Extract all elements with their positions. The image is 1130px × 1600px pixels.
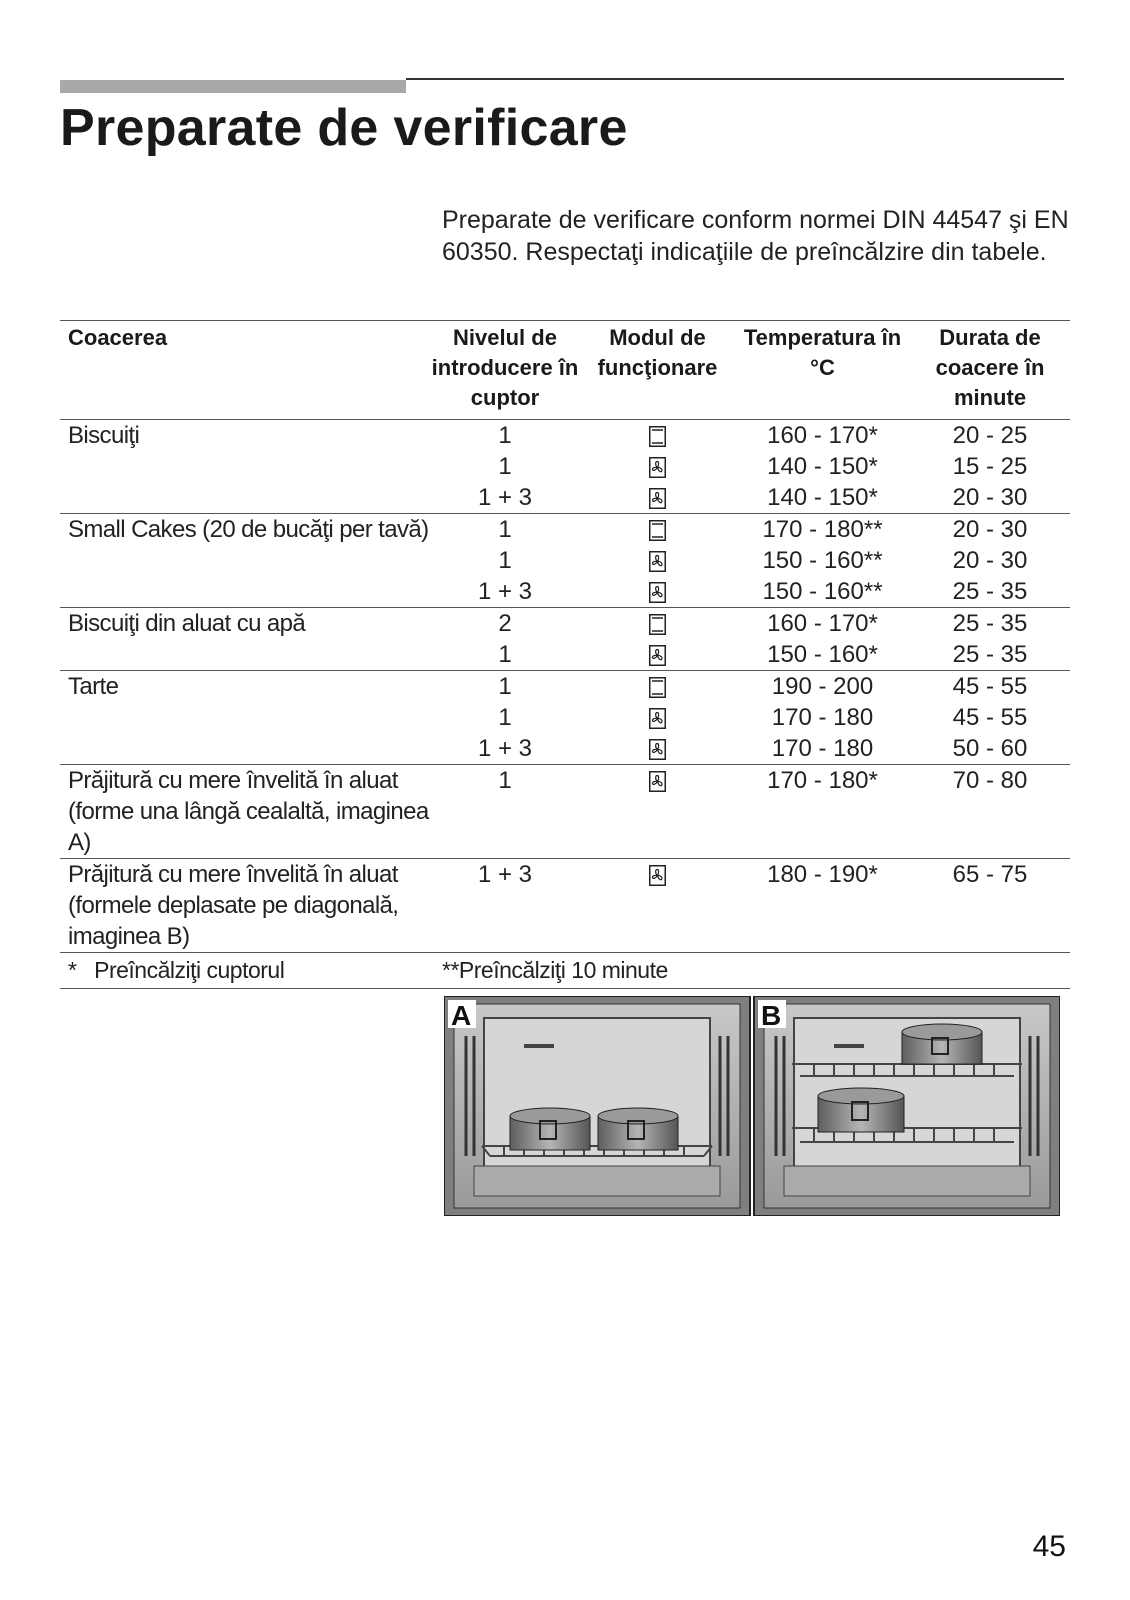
level-value: 1 <box>498 767 512 794</box>
level-cell <box>430 514 580 608</box>
temperature-value: 190 - 200 <box>771 673 874 700</box>
hot-air-icon <box>649 549 666 570</box>
table-row <box>60 765 1070 859</box>
dish-name: Tarte <box>60 671 430 765</box>
hot-air-icon <box>649 769 666 790</box>
temperature-value: 170 - 180** <box>762 516 883 543</box>
temperature-cell <box>735 765 910 859</box>
level-value: 1 <box>498 673 512 700</box>
dish-name: Prăjitură cu mere învelită în aluat (forme una lângă cealaltă, imaginea A) <box>60 765 430 859</box>
header-rule <box>406 78 1064 80</box>
hot-air-icon <box>649 737 666 758</box>
temperature-value: 140 - 150* <box>767 453 878 480</box>
level-value: 2 <box>498 610 512 637</box>
baking-table <box>60 320 1070 989</box>
header-baking: Coacerea <box>60 321 430 420</box>
temperature-value: 170 - 180 <box>771 704 874 731</box>
duration-value: 50 - 60 <box>952 735 1028 762</box>
level-value: 1 + 3 <box>477 735 533 762</box>
temperature-cell <box>735 514 910 608</box>
mode-cell <box>580 608 735 671</box>
temperature-cell <box>735 859 910 953</box>
cake-pan-b-top <box>902 1024 982 1064</box>
mode-cell <box>580 765 735 859</box>
footnote-preheat-10min: **Preîncălziţi 10 minute <box>430 953 1070 989</box>
duration-value: 20 - 30 <box>952 516 1028 543</box>
level-cell <box>430 420 580 514</box>
duration-value: 25 - 35 <box>952 578 1028 605</box>
level-value: 1 + 3 <box>477 861 533 888</box>
top-bottom-heat-icon <box>649 518 666 539</box>
table-row <box>60 608 1070 671</box>
temperature-value: 150 - 160** <box>762 578 883 605</box>
mode-cell <box>580 671 735 765</box>
oven-illustration <box>444 996 1060 1216</box>
hot-air-icon <box>649 486 666 507</box>
oven-panel-b <box>754 996 1060 1216</box>
level-cell <box>430 608 580 671</box>
hot-air-icon <box>649 706 666 727</box>
duration-value: 45 - 55 <box>952 673 1028 700</box>
hot-air-icon <box>649 580 666 601</box>
level-value: 1 <box>498 453 512 480</box>
temperature-value: 160 - 170* <box>767 422 878 449</box>
duration-value: 70 - 80 <box>952 767 1028 794</box>
top-bottom-heat-icon <box>649 675 666 696</box>
duration-cell <box>910 765 1070 859</box>
temperature-cell <box>735 608 910 671</box>
duration-cell <box>910 608 1070 671</box>
label-a: A <box>451 1000 472 1031</box>
table-row <box>60 514 1070 608</box>
page-number: 45 <box>1032 1530 1066 1563</box>
temperature-value: 160 - 170* <box>767 610 878 637</box>
top-bottom-heat-icon <box>649 424 666 445</box>
page-title: Preparate de verificare <box>60 99 628 157</box>
level-cell <box>430 671 580 765</box>
temperature-value: 140 - 150* <box>767 484 878 511</box>
table-header-row <box>60 321 1070 420</box>
table-row <box>60 671 1070 765</box>
temperature-value: 170 - 180 <box>771 735 874 762</box>
duration-value: 20 - 30 <box>952 547 1028 574</box>
duration-cell <box>910 671 1070 765</box>
mode-cell <box>580 514 735 608</box>
duration-value: 25 - 35 <box>952 641 1028 668</box>
cake-pan-a2 <box>598 1108 678 1150</box>
duration-value: 25 - 35 <box>952 610 1028 637</box>
duration-cell <box>910 514 1070 608</box>
duration-value: 15 - 25 <box>952 453 1028 480</box>
footnote-row <box>60 953 1070 989</box>
level-cell <box>430 859 580 953</box>
oven-panel-a <box>444 996 750 1216</box>
level-value: 1 + 3 <box>477 484 533 511</box>
cake-pan-b-bottom <box>818 1088 904 1132</box>
level-value: 1 <box>498 704 512 731</box>
level-value: 1 <box>498 547 512 574</box>
duration-value: 20 - 25 <box>952 422 1028 449</box>
header-mode: Modul de funcţionare <box>580 321 735 420</box>
temperature-value: 150 - 160* <box>767 641 878 668</box>
header-level: Nivelul de introducere în cuptor <box>430 321 580 420</box>
level-value: 1 <box>498 422 512 449</box>
dish-name: Biscuiţi din aluat cu apă <box>60 608 430 671</box>
mode-cell <box>580 420 735 514</box>
duration-value: 65 - 75 <box>952 861 1028 888</box>
duration-cell <box>910 420 1070 514</box>
mode-cell <box>580 859 735 953</box>
top-bottom-heat-icon <box>649 612 666 633</box>
duration-value: 20 - 30 <box>952 484 1028 511</box>
temperature-value: 170 - 180* <box>767 767 878 794</box>
intro-paragraph: Preparate de verificare conform normei DIN 44547 şi EN 60350. Respectaţi indicaţiile de preîncălzire din tabele. <box>442 206 1069 266</box>
header-duration: Durata de coacere în minute <box>910 321 1070 420</box>
level-cell <box>430 765 580 859</box>
header-temperature: Temperatura în °C <box>735 321 910 420</box>
table-row <box>60 859 1070 953</box>
hot-air-icon <box>649 643 666 664</box>
duration-cell <box>910 859 1070 953</box>
temperature-cell <box>735 671 910 765</box>
temperature-value: 150 - 160** <box>762 547 883 574</box>
dish-name: Prăjitură cu mere învelită în aluat (formele deplasate pe diagonală, imaginea B) <box>60 859 430 953</box>
dish-name: Small Cakes (20 de bucăţi per tavă) <box>60 514 430 608</box>
duration-value: 45 - 55 <box>952 704 1028 731</box>
temperature-cell <box>735 420 910 514</box>
level-value: 1 + 3 <box>477 578 533 605</box>
table-row <box>60 420 1070 514</box>
hot-air-icon <box>649 455 666 476</box>
level-value: 1 <box>498 516 512 543</box>
dish-name: Biscuiţi <box>60 420 430 514</box>
header-accent-bar <box>60 80 406 93</box>
level-value: 1 <box>498 641 512 668</box>
hot-air-icon <box>649 863 666 884</box>
cake-pan-a1 <box>510 1108 590 1150</box>
label-b: B <box>761 1000 782 1031</box>
temperature-value: 180 - 190* <box>767 861 878 888</box>
footnote-preheat: * Preîncălziţi cuptorul <box>60 953 430 989</box>
